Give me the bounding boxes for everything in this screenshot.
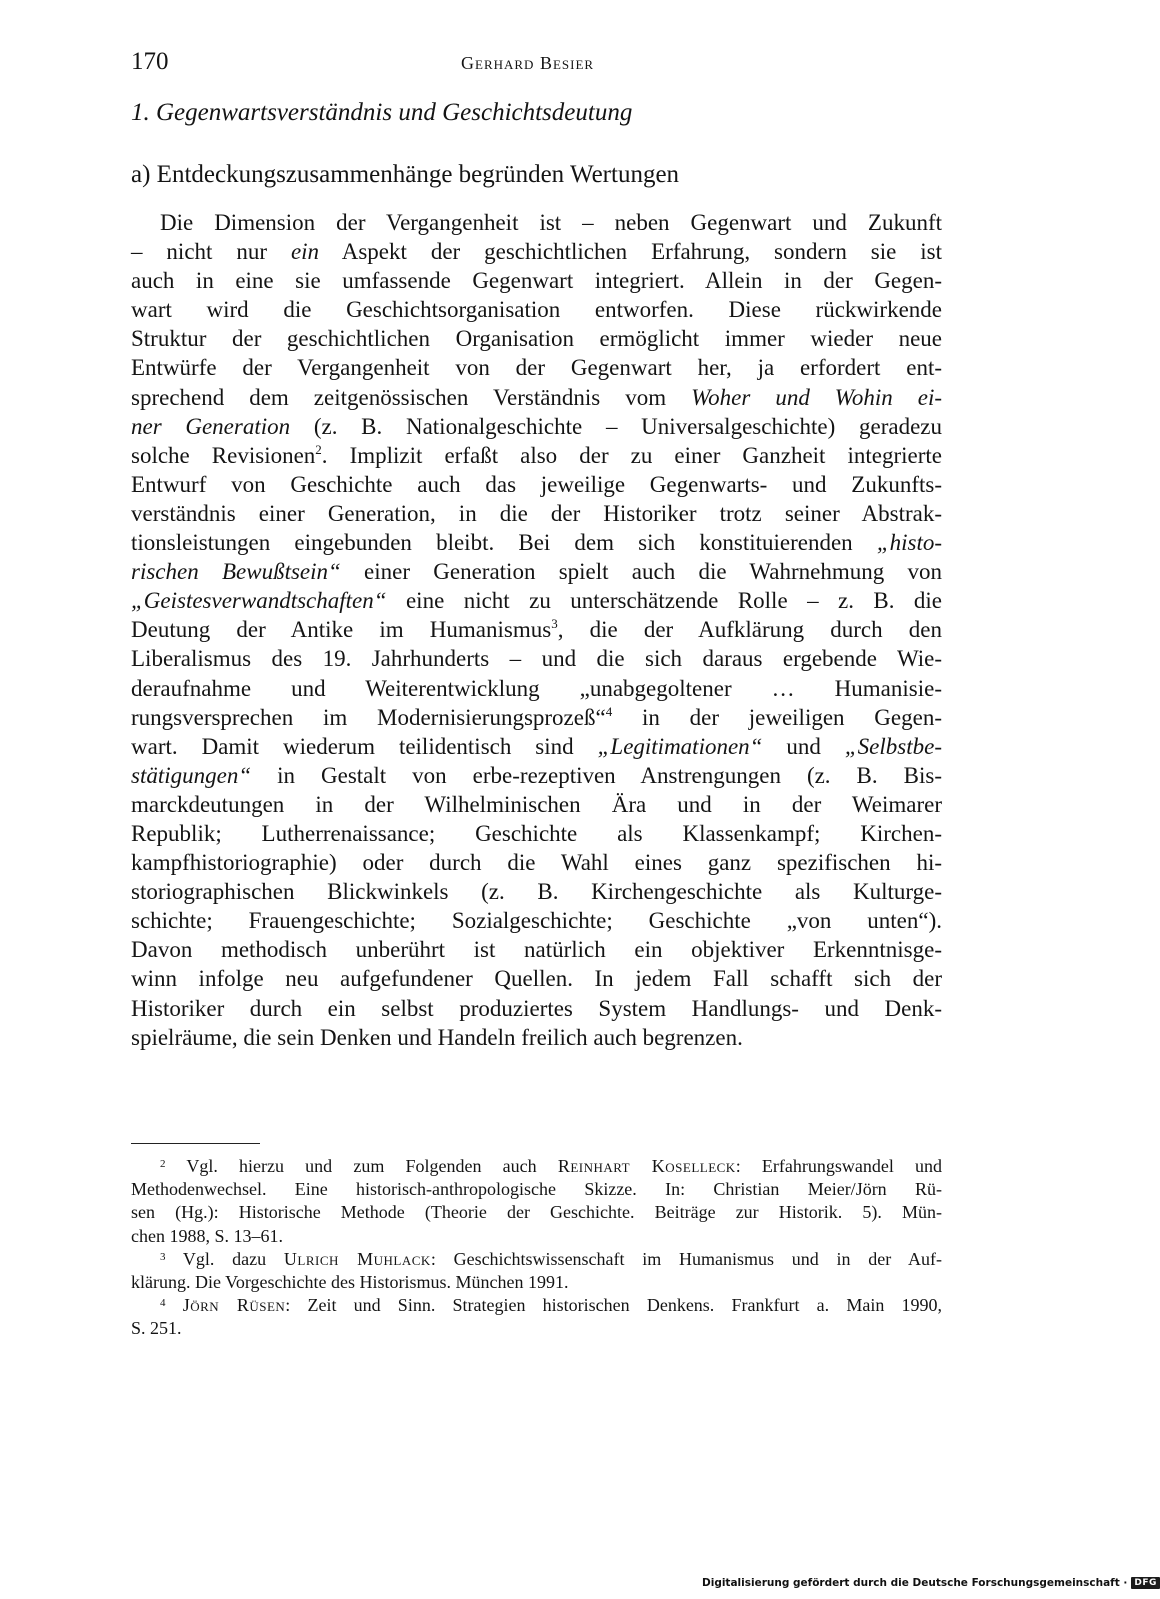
text-run: S. 251. — [131, 1318, 182, 1339]
text-run — [166, 1295, 183, 1315]
text-run: Vgl. hierzu und zum Folgenden auch — [165, 1156, 558, 1176]
text-run: – nicht nur — [131, 239, 291, 265]
body-line — [131, 470, 942, 499]
author-name: Jörn Rüsen — [182, 1295, 286, 1316]
body-line — [131, 353, 942, 382]
text-run: Struktur der geschichtlichen Organisation ermöglicht immer wieder neue — [131, 326, 942, 352]
text-run: wart wird die Geschichtsorganisation entworfen. Diese rückwirkende — [131, 297, 942, 323]
text-run: sprechend dem zeitgenössischen Verständnis vom — [131, 384, 692, 410]
italic-text: rischen Bewußtsein“ — [131, 559, 341, 585]
text-run: klärung. Die Vorgeschichte des Historismus. München 1991. — [131, 1271, 569, 1292]
footnote-line — [131, 1294, 942, 1317]
footnote-line — [131, 1155, 942, 1178]
text-run: storiographischen Blickwinkels (z. B. Kirchengeschichte als Kulturge- — [131, 879, 942, 905]
body-line — [131, 266, 942, 295]
footnote-line — [131, 1225, 942, 1248]
author-name: Ulrich Muhlack — [283, 1248, 431, 1269]
body-line — [131, 528, 942, 557]
body-line — [131, 1023, 942, 1052]
text-run: winn infolge neu aufgefundener Quellen. In jedem Fall schafft sich der — [131, 966, 942, 992]
body-line — [131, 848, 942, 877]
footnote-number: 3 — [160, 1250, 166, 1263]
text-run: chen 1988, S. 13–61. — [131, 1225, 283, 1246]
credit-text: Digitalisierung gefördert durch die Deutsche Forschungsgemeinschaft · — [702, 1577, 1128, 1589]
text-run: solche Revisionen — [131, 442, 316, 468]
text-run: tionsleistungen eingebunden bleibt. Bei dem sich konstituierenden — [131, 530, 877, 556]
italic-text: stätigungen“ — [131, 762, 252, 788]
text-run: verständnis einer Generation, in die der Historiker trotz seiner Abstrak- — [131, 500, 942, 526]
italic-text: ner Generation — [131, 413, 291, 439]
body-line — [131, 586, 942, 615]
body-line — [131, 819, 942, 848]
footnote-reference: 2 — [315, 441, 322, 457]
text-run: : Geschichtswissenschaft im Humanismus und in der Auf- — [430, 1248, 942, 1269]
text-run: Methodenwechsel. Eine historisch-anthropologische Skizze. In: Christian Meier/Jörn Rü- — [131, 1179, 942, 1200]
text-run: und — [762, 733, 845, 759]
body-line — [131, 412, 942, 441]
body-line — [131, 994, 942, 1023]
author-running-head: Gerhard Besier — [461, 53, 595, 73]
author-name: Reinhart Koselleck — [557, 1156, 736, 1176]
body-line — [131, 732, 942, 761]
footnote-divider — [131, 1143, 260, 1144]
body-text — [131, 208, 942, 1052]
text-run: Liberalismus des 19. Jahrhunderts – und die sich daraus ergebende Wie- — [131, 646, 942, 672]
text-run: Entwürfe der Vergangenheit von der Gegenwart her, ja erfordert ent- — [131, 355, 942, 381]
footnote-line — [131, 1201, 942, 1224]
body-line — [131, 644, 942, 673]
italic-text: ein — [290, 239, 320, 265]
footnote-number: 2 — [160, 1158, 166, 1170]
body-line — [131, 324, 942, 353]
italic-text: „Geistesverwandtschaften“ — [131, 588, 387, 614]
text-run: Vgl. dazu — [165, 1248, 284, 1269]
body-line — [131, 615, 942, 644]
dfg-logo: DFG — [1131, 1577, 1160, 1589]
text-run: Die Dimension der Vergangenheit ist – neben Gegenwart und Zukunft — [160, 210, 942, 235]
text-run: Aspekt der geschichtlichen Erfahrung, sondern sie ist — [319, 239, 942, 265]
running-head — [131, 48, 942, 82]
text-run: Davon methodisch unberührt ist natürlich ein objektiver Erkenntnisge- — [131, 937, 942, 963]
body-line — [131, 208, 942, 237]
text-run: einer Generation spielt auch die Wahrnehmung von — [340, 559, 942, 585]
text-run: Historiker durch ein selbst produziertes System Handlungs- und Denk- — [131, 995, 942, 1021]
text-run: auch in eine sie umfassende Gegenwart integriert. Allein in der Gegen- — [131, 268, 942, 294]
body-line — [131, 383, 942, 412]
footnote-line — [131, 1271, 942, 1294]
text-run: in der jeweiligen Gegen- — [612, 704, 942, 730]
text-run: marckdeutungen in der Wilhelminischen Ära und in der Weimarer — [131, 791, 942, 817]
body-line — [131, 761, 942, 790]
body-line — [131, 790, 942, 819]
text-run: Republik; Lutherrenaissance; Geschichte als Klassenkampf; Kirchen- — [131, 820, 942, 846]
text-run: rungsversprechen im Modernisierungsprozeß“ — [131, 704, 606, 730]
text-run: kampfhistoriographie) oder durch die Wahl eines ganz spezifischen hi- — [131, 850, 942, 876]
text-run: spielräume, die sein Denken und Handeln freilich auch begrenzen. — [131, 1024, 743, 1050]
text-run: . Implizit erfaßt also der zu einer Ganzheit integrierte — [321, 442, 942, 468]
text-run: wart. Damit wiederum teilidentisch sind — [131, 733, 598, 759]
italic-text: „histo- — [876, 530, 942, 556]
footnote-reference: 4 — [605, 703, 613, 719]
italic-text: „Legitimationen“ — [597, 733, 763, 759]
page-number: 170 — [131, 48, 169, 75]
footnote-reference: 3 — [551, 616, 558, 632]
body-line — [131, 295, 942, 324]
footnotes — [131, 1155, 942, 1341]
text-run: : Erfahrungswandel und — [735, 1156, 942, 1176]
text-run: eine nicht zu unterschätzende Rolle – z. B. die — [386, 588, 942, 614]
footnote-number: 4 — [160, 1297, 166, 1310]
body-line — [131, 906, 942, 935]
body-line — [131, 674, 942, 703]
italic-text: Woher und Wohin ei- — [691, 384, 942, 410]
section-title: 1. Gegenwartsverständnis und Geschichtsdeutung — [131, 99, 633, 126]
subsection-title: a) Entdeckungszusammenhänge begründen Wertungen — [131, 161, 680, 188]
body-line — [131, 557, 942, 586]
footnote-line — [131, 1248, 942, 1271]
italic-text: „Selbstbe- — [844, 733, 942, 759]
footnote-line — [131, 1317, 942, 1340]
body-line — [131, 935, 942, 964]
text-run: in Gestalt von erbe-rezeptiven Anstrengungen (z. B. Bis- — [251, 762, 942, 788]
text-run: Entwurf von Geschichte auch das jeweilige Gegenwarts- und Zukunfts- — [131, 471, 942, 497]
footnote-line — [131, 1178, 942, 1201]
text-run: deraufnahme und Weiterentwicklung „unabgegoltener … Humanisie- — [131, 675, 942, 701]
body-line — [131, 499, 942, 528]
body-line — [131, 703, 942, 732]
digitization-credit — [702, 1573, 1160, 1593]
body-line — [131, 441, 942, 470]
body-line — [131, 964, 942, 993]
text-run: Deutung der Antike im Humanismus — [131, 617, 552, 643]
text-run: schichte; Frauengeschichte; Sozialgeschichte; Geschichte „von unten“). — [131, 908, 942, 934]
body-line — [131, 877, 942, 906]
text-run: (z. B. Nationalgeschichte – Universalgeschichte) geradezu — [290, 413, 943, 439]
body-line — [131, 237, 942, 266]
text-run: , die der Aufklärung durch den — [557, 617, 942, 643]
text-run: sen (Hg.): Historische Methode (Theorie der Geschichte. Beiträge zur Historik. 5). Mün- — [131, 1202, 942, 1223]
text-run: : Zeit und Sinn. Strategien historischen Denkens. Frankfurt a. Main 1990, — [285, 1295, 943, 1316]
